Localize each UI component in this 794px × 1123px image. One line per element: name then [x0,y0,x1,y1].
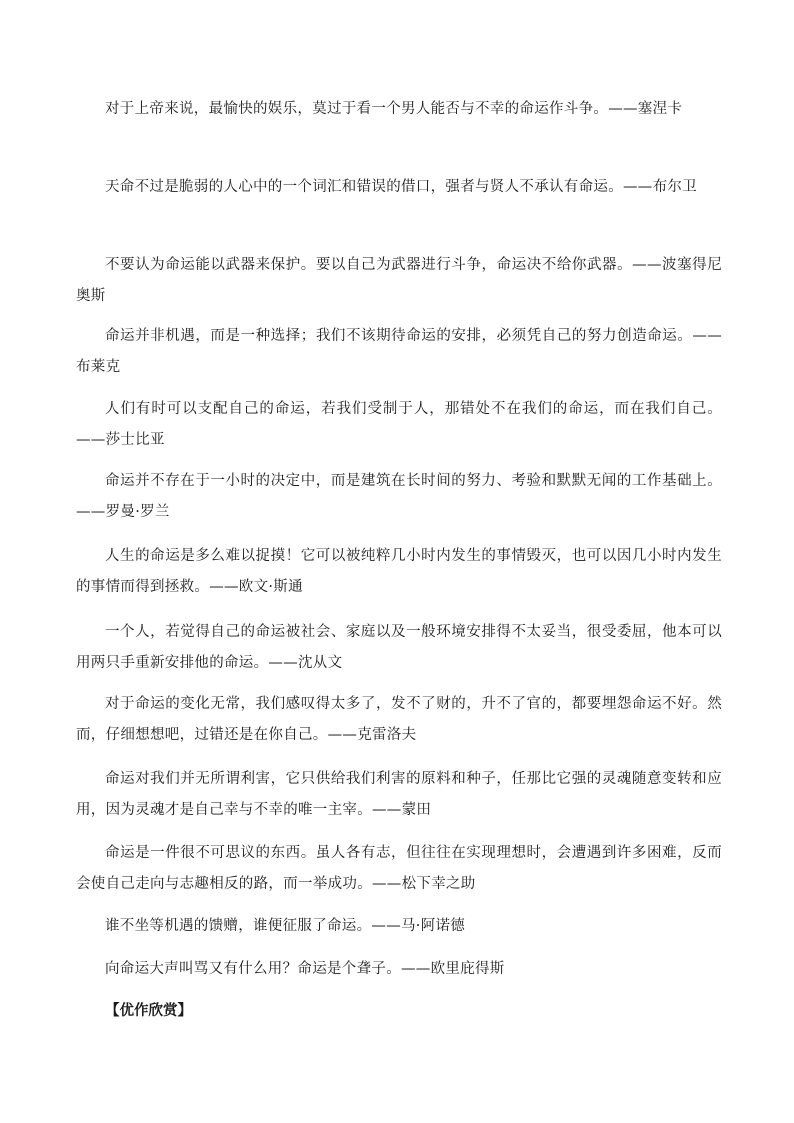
quote-paragraph: 对于命运的变化无常，我们感叹得太多了，发不了财的，升不了官的，都要埋怨命运不好。然而，仔细想想吧，过错还是在你自己。——克雷洛夫 [76,696,722,743]
section-heading: 【优作欣赏】 [105,1003,192,1019]
quote-paragraph: 命运是一件很不可思议的东西。虽人各有志，但往往在实现理想时，会遭遇到许多困难，反而会使自己走向与志趣相反的路，而一举成功。——松下幸之助 [76,845,722,892]
quote-paragraph: 一个人，若觉得自己的命运被社会、家庭以及一般环境安排得不太妥当，很受委屈，他本可以用两只手重新安排他的命运。——沈从文 [76,624,722,671]
quote-paragraph: 谁不坐等机遇的馈赠，谁便征服了命运。——马·阿诺德 [105,918,466,934]
quote-paragraph: 人们有时可以支配自己的命运，若我们受制于人，那错处不在我们的命运，而在我们自己。——莎士比亚 [76,401,722,448]
quote-paragraph: 命运并非机遇，而是一种选择；我们不该期待命运的安排，必须凭自己的努力创造命运。——布莱克 [76,328,722,375]
quote-paragraph: 对于上帝来说，最愉快的娱乐，莫过于看一个男人能否与不幸的命运作斗争。——塞涅卡 [105,101,683,117]
quote-paragraph: 命运并不存在于一小时的决定中，而是建筑在长时间的努力、考验和默默无闻的工作基础上。——罗曼·罗兰 [76,473,722,520]
quote-paragraph: 向命运大声叫骂又有什么用？命运是个聋子。——欧里庇得斯 [105,961,505,977]
quote-paragraph: 命运对我们并无所谓利害，它只供给我们利害的原料和种子，任那比它强的灵魂随意变转和应用，因为灵魂才是自己幸与不幸的唯一主宰。——蒙田 [76,771,722,818]
quote-paragraph: 天命不过是脆弱的人心中的一个词汇和错误的借口，强者与贤人不承认有命运。——布尔卫 [105,179,697,195]
quote-paragraph: 不要认为命运能以武器来保护。要以自己为武器进行斗争，命运决不给你武器。——波塞得尼奥斯 [76,257,722,304]
quote-paragraph: 人生的命运是多么难以捉摸！它可以被纯粹几小时内发生的事情毁灭，也可以因几小时内发生的事情而得到拯救。——欧文·斯通 [76,548,722,595]
